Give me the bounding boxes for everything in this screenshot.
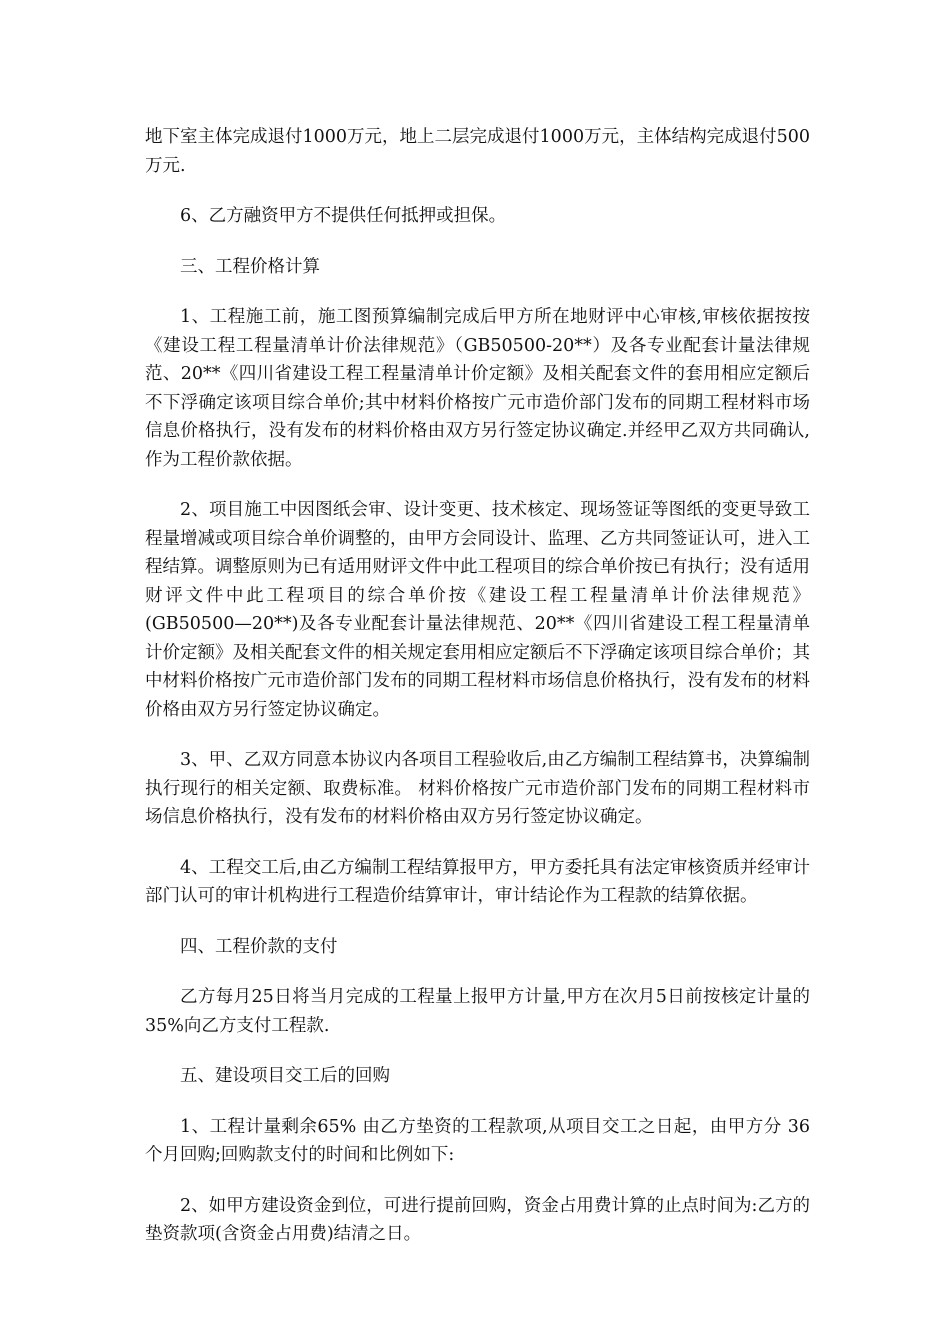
paragraph-refund-schedule: 地下室主体完成退付1000万元，地上二层完成退付1000万元，主体结构完成退付500万元. bbox=[145, 127, 810, 176]
paragraph-no-guarantee: 6、乙方融资甲方不提供任何抵押或担保。 bbox=[180, 206, 507, 226]
section-heading-price-calculation: 三、工程价格计算 bbox=[180, 256, 320, 277]
paragraph-buyback-2: 2、如甲方建设资金到位，可进行提前回购，资金占用费计算的止点时间为:乙方的垫资款项(含资金占用费)结清之日。 bbox=[145, 1195, 810, 1244]
section-heading-buyback: 五、建设项目交工后的回购 bbox=[180, 1066, 390, 1086]
section-heading-payment: 四、工程价款的支付 bbox=[180, 936, 338, 957]
paragraph-price-calculation-3: 3、甲、乙双方同意本协议内各项目工程验收后,由乙方编制工程结算书，决算编制执行现行的相关定额、取费标准。 材料价格按广元市造价部门发布的同期工程材料市场信息价格执行，没有发布的材料价格由双方另行签定协议确定。 bbox=[145, 750, 810, 827]
paragraph-price-calculation-4: 4、工程交工后,由乙方编制工程结算报甲方，甲方委托具有法定审核资质并经审计部门认可的审计机构进行工程造价结算审计，审计结论作为工程款的结算依据。 bbox=[145, 857, 810, 906]
document-body bbox=[145, 123, 810, 1271]
paragraph-buyback-1: 1、工程计量剩余65% 由乙方垫资的工程款项,从项目交工之日起，由甲方分 36个月回购;回购款支付的时间和比例如下: bbox=[145, 1116, 810, 1165]
paragraph-monthly-payment: 乙方每月25日将当月完成的工程量上报甲方计量,甲方在次月5日前按核定计量的35%向乙方支付工程款. bbox=[145, 987, 810, 1036]
paragraph-price-calculation-1: 1、工程施工前，施工图预算编制完成后甲方所在地财评中心审核,审核依据按按《建设工程工程量清单计价法律规范》（GB50500-20**）及各专业配套计量法律规范、20**《四川省建设工程工程量清单计价定额》及相关配套文件的套用相应定额后不下浮确定该项目综合单价;其中材料价格按广元市造价部门发布的同期工程材料市场信息价格执行，没有发布的材料价格由双方另行签定协议确定.并经甲乙双方共同确认,作为工程价款依据。 bbox=[145, 307, 810, 470]
paragraph-price-calculation-2: 2、项目施工中因图纸会审、设计变更、技术核定、现场签证等图纸的变更导致工程量增减或项目综合单价调整的，由甲方会同设计、监理、乙方共同签证认可，进入工程结算。调整原则为已有适用财评文件中此工程项目的综合单价按已有执行；没有适用财评文件中此工程项目的综合单价按《建设工程工程量清单计价法律规范》(GB50500—20**)及各专业配套计量法律规范、20**《四川省建设工程工程量清单计价定额》及相关配套文件的相关规定套用相应定额后不下浮确定该项目综合单价；其中材料价格按广元市造价部门发布的同期工程材料市场信息价格执行，没有发布的材料价格由双方另行签定协议确定。 bbox=[145, 500, 810, 720]
